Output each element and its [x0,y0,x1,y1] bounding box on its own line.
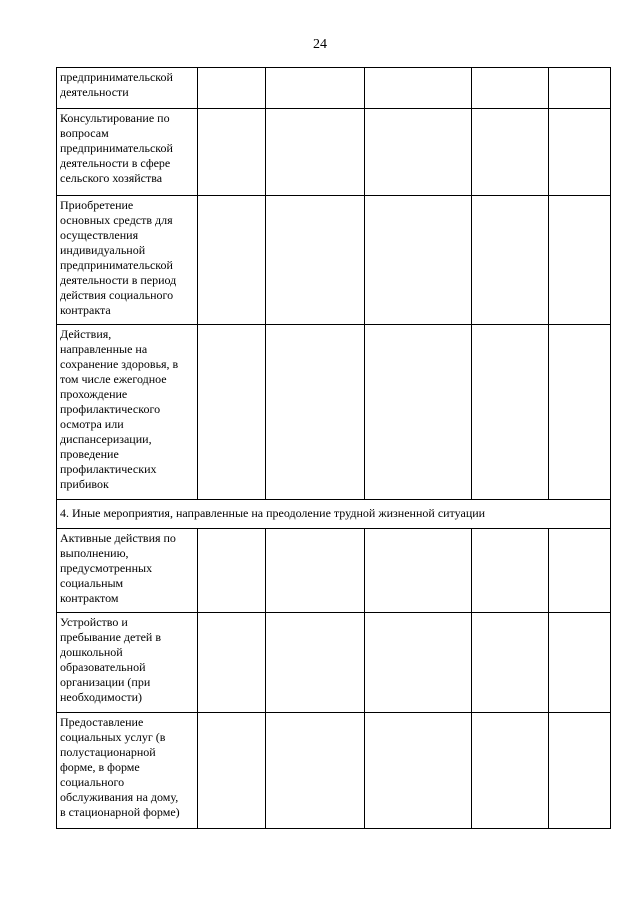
empty-cell [198,68,266,109]
empty-cell [266,68,365,109]
row-label: Консультирование по вопросам предпринимательской деятельности в сфере сельского хозяйства [57,109,198,196]
empty-cell [472,68,549,109]
empty-cell [549,68,611,109]
empty-cell [549,196,611,325]
empty-cell [365,196,472,325]
section-row [57,500,611,529]
empty-cell [549,529,611,613]
empty-cell [549,613,611,713]
empty-cell [266,109,365,196]
table-row [57,68,611,109]
empty-cell [198,613,266,713]
empty-cell [266,713,365,829]
empty-cell [549,325,611,500]
row-label: Устройство и пребывание детей в дошкольной образовательной организации (при необходимости) [57,613,198,713]
empty-cell [365,713,472,829]
empty-cell [198,529,266,613]
row-label: Активные действия по выполнению, предусмотренных социальным контрактом [57,529,198,613]
empty-cell [472,109,549,196]
empty-cell [365,109,472,196]
empty-cell [266,613,365,713]
empty-cell [198,109,266,196]
table-row [57,529,611,613]
empty-cell [266,196,365,325]
empty-cell [549,109,611,196]
empty-cell [198,325,266,500]
table-row [57,109,611,196]
empty-cell [198,713,266,829]
table-row [57,196,611,325]
empty-cell [472,529,549,613]
empty-cell [365,613,472,713]
row-label: Действия, направленные на сохранение здоровья, в том числе ежегодное прохождение профилактического осмотра или диспансеризации, проведение профилактических прибивок [57,325,198,500]
table-row [57,325,611,500]
empty-cell [266,325,365,500]
table-row [57,613,611,713]
empty-cell [365,529,472,613]
empty-cell [472,325,549,500]
empty-cell [266,529,365,613]
empty-cell [365,68,472,109]
empty-cell [198,196,266,325]
table-row [57,713,611,829]
empty-cell [549,713,611,829]
section-heading: 4. Иные мероприятия, направленные на преодоление трудной жизненной ситуации [57,500,611,529]
empty-cell [472,613,549,713]
row-label: предпринимательской деятельности [57,68,198,109]
empty-cell [472,196,549,325]
page-number: 24 [313,37,327,52]
activities-table [56,67,611,829]
empty-cell [365,325,472,500]
row-label: Приобретение основных средств для осуществления индивидуальной предпринимательской деятельности в период действия социального контракта [57,196,198,325]
empty-cell [472,713,549,829]
row-label: Предоставление социальных услуг (в полустационарной форме, в форме социального обслуживания на дому, в стационарной форме) [57,713,198,829]
